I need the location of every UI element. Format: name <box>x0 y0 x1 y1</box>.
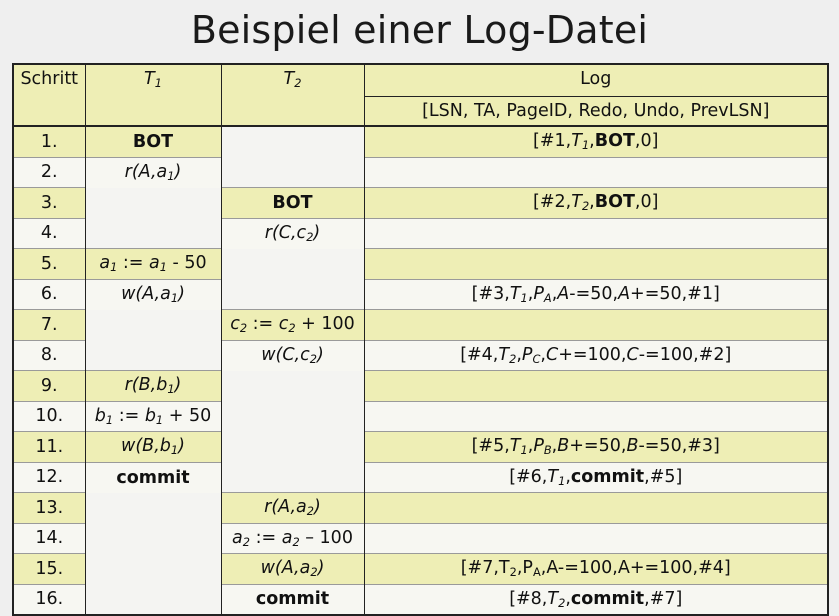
cell-t1 <box>85 554 221 585</box>
cell-log <box>364 218 828 249</box>
cell-log: $[\#7,T_2,P_A,A-=100,A+=100,\#4]$ <box>364 554 828 585</box>
log-table <box>12 63 829 616</box>
cell-log <box>364 493 828 524</box>
cell-t2 <box>221 279 364 310</box>
cell-schritt: 15. <box>13 554 85 585</box>
cell-schritt: 14. <box>13 523 85 554</box>
header-log-format: [LSN, TA, PageID, Redo, Undo, PrevLSN] <box>364 97 828 127</box>
cell-schritt: 11. <box>13 432 85 463</box>
cell-t2 <box>221 126 364 157</box>
cell-schritt: 6. <box>13 279 85 310</box>
header-t2: $T_2$ <box>221 64 364 126</box>
table-row <box>13 188 828 219</box>
cell-log: $[\#3,T_1,P_A,A-=50,A+=50,\#1]$ <box>364 279 828 310</box>
cell-schritt: 7. <box>13 310 85 341</box>
cell-log: $[\#5,T_1,P_B,B+=50,B-=50,\#3]$ <box>364 432 828 463</box>
cell-t2: $c_2$ := $c_2 + 100$ <box>221 310 364 341</box>
cell-t1: $w(A,a_1)$ <box>85 279 221 310</box>
cell-t2: $r(C,c_2)$ <box>221 218 364 249</box>
cell-schritt: 5. <box>13 249 85 280</box>
cell-t1: commit <box>85 462 221 493</box>
cell-log <box>364 310 828 341</box>
table-row <box>13 401 828 432</box>
table-row <box>13 218 828 249</box>
cell-log: $[\#1,T_1,BOT,0]$ <box>364 126 828 157</box>
cell-t1: $a_1$ := $a_1 - 50$ <box>85 249 221 280</box>
cell-schritt: 4. <box>13 218 85 249</box>
cell-t2: $a_2$ := $a_2 - 100$ <box>221 523 364 554</box>
table-row <box>13 340 828 371</box>
cell-log <box>364 401 828 432</box>
table-row <box>13 371 828 402</box>
table-row <box>13 554 828 585</box>
cell-t2 <box>221 462 364 493</box>
cell-t2 <box>221 249 364 280</box>
cell-t1 <box>85 584 221 615</box>
cell-schritt: 12. <box>13 462 85 493</box>
cell-t2 <box>221 157 364 188</box>
table-row <box>13 584 828 615</box>
cell-schritt: 8. <box>13 340 85 371</box>
cell-t2 <box>221 401 364 432</box>
cell-t2: $r(A,a_2)$ <box>221 493 364 524</box>
cell-t1 <box>85 188 221 219</box>
cell-schritt: 2. <box>13 157 85 188</box>
table-row <box>13 279 828 310</box>
cell-log <box>364 157 828 188</box>
cell-t2: $w(A,a_2)$ <box>221 554 364 585</box>
table-row <box>13 249 828 280</box>
cell-t1: $b_1$ := $b_1 + 50$ <box>85 401 221 432</box>
cell-log <box>364 371 828 402</box>
cell-log: $[\#6,T_1,commit,\#5]$ <box>364 462 828 493</box>
cell-schritt: 9. <box>13 371 85 402</box>
cell-t1 <box>85 493 221 524</box>
cell-log: $[\#4,T_2,P_C,C+=100,C-=100,\#2]$ <box>364 340 828 371</box>
cell-t1: BOT <box>85 126 221 157</box>
table-row <box>13 126 828 157</box>
cell-t1 <box>85 310 221 341</box>
header-t1: $T_1$ <box>85 64 221 126</box>
table-row <box>13 432 828 463</box>
log-table-body <box>13 126 828 615</box>
cell-schritt: 10. <box>13 401 85 432</box>
cell-schritt: 16. <box>13 584 85 615</box>
cell-t2: $w(C,c_2)$ <box>221 340 364 371</box>
cell-t1 <box>85 340 221 371</box>
cell-t2: commit <box>221 584 364 615</box>
cell-t2 <box>221 432 364 463</box>
cell-t1: $w(B,b_1)$ <box>85 432 221 463</box>
cell-schritt: 1. <box>13 126 85 157</box>
header-log: Log <box>364 64 828 97</box>
cell-t1: $r(A,a_1)$ <box>85 157 221 188</box>
page-title: Beispiel einer Log-Datei <box>190 8 649 52</box>
cell-log: $[\#2,T_2,BOT,0]$ <box>364 188 828 219</box>
table-row <box>13 157 828 188</box>
cell-t1: $r(B,b_1)$ <box>85 371 221 402</box>
cell-log <box>364 523 828 554</box>
cell-log <box>364 249 828 280</box>
table-row <box>13 523 828 554</box>
table-row <box>13 462 828 493</box>
cell-schritt: 3. <box>13 188 85 219</box>
header-schritt: Schritt <box>13 64 85 126</box>
table-row <box>13 493 828 524</box>
table-row <box>13 310 828 341</box>
cell-log: $[\#8,T_2,commit,\#7]$ <box>364 584 828 615</box>
cell-schritt: 13. <box>13 493 85 524</box>
cell-t2: BOT <box>221 188 364 219</box>
cell-t1 <box>85 523 221 554</box>
cell-t1 <box>85 218 221 249</box>
cell-t2 <box>221 371 364 402</box>
